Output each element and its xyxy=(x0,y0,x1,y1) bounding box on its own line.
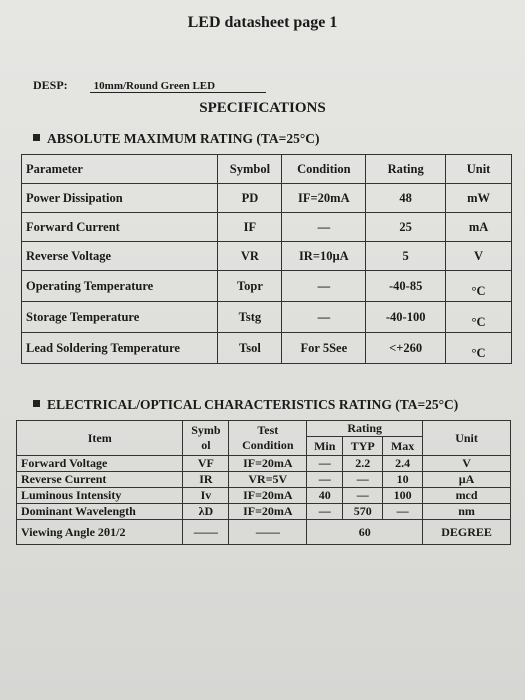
header-cell-typ: TYP xyxy=(343,437,383,456)
max-cell: 2.4 xyxy=(383,456,423,472)
table-row xyxy=(17,488,511,504)
typ-cell: 2.2 xyxy=(343,456,383,472)
min-cell: — xyxy=(307,456,343,472)
header-cell: Condition xyxy=(282,155,366,184)
symbol-cell: Iv xyxy=(183,488,229,504)
symbol-cell: —— xyxy=(183,520,229,545)
parameter-cell: Lead Soldering Temperature xyxy=(22,333,218,364)
symbol-cell: IR xyxy=(183,472,229,488)
typ-cell: — xyxy=(343,488,383,504)
condition-cell: IF=20mA xyxy=(229,456,307,472)
rating-cell: 5 xyxy=(366,242,446,271)
unit-cell: °C xyxy=(446,302,512,333)
item-cell: Viewing Angle 2θ1/2 xyxy=(17,520,183,545)
condition-cell: IF=20mA xyxy=(229,488,307,504)
max-cell: — xyxy=(383,504,423,520)
condition-cell: — xyxy=(282,213,366,242)
desp-label: DESP: xyxy=(33,78,68,92)
min-cell: — xyxy=(307,472,343,488)
table-row xyxy=(22,213,512,242)
electrical-optical-table xyxy=(16,420,511,545)
rating-cell: -40-85 xyxy=(366,271,446,302)
condition-cell: For 5See xyxy=(282,333,366,364)
unit-cell: mA xyxy=(446,213,512,242)
symbol-cell: Topr xyxy=(218,271,282,302)
header-cell-item: Item xyxy=(17,421,183,456)
unit-cell: mW xyxy=(446,184,512,213)
item-cell: Reverse Current xyxy=(17,472,183,488)
header-cell-test-condition: Test Condition xyxy=(229,421,307,456)
table-row xyxy=(22,242,512,271)
item-cell: Luminous Intensity xyxy=(17,488,183,504)
symbol-cell: Tstg xyxy=(218,302,282,333)
symbol-cell: PD xyxy=(218,184,282,213)
description-line xyxy=(33,78,266,93)
table-row xyxy=(22,184,512,213)
typ-cell: — xyxy=(343,472,383,488)
table-row xyxy=(22,271,512,302)
header-cell: Symbol xyxy=(218,155,282,184)
symbol-cell: Tsol xyxy=(218,333,282,364)
unit-cell: DEGREE xyxy=(423,520,511,545)
absolute-max-table xyxy=(21,154,512,364)
table-row xyxy=(17,456,511,472)
rating-cell: -40-100 xyxy=(366,302,446,333)
parameter-cell: Forward Current xyxy=(22,213,218,242)
condition-cell: — xyxy=(282,271,366,302)
rating-cell: 25 xyxy=(366,213,446,242)
header-cell-max: Max xyxy=(383,437,423,456)
unit-cell: °C xyxy=(446,333,512,364)
table-row xyxy=(22,302,512,333)
parameter-cell: Storage Temperature xyxy=(22,302,218,333)
absolute-max-section-heading xyxy=(33,131,319,147)
unit-cell: V xyxy=(423,456,511,472)
table-header-row xyxy=(17,421,511,437)
page-title: LED datasheet page 1 xyxy=(187,14,338,31)
header-cell: Unit xyxy=(446,155,512,184)
item-cell: Forward Voltage xyxy=(17,456,183,472)
condition-cell: IF=20mA xyxy=(229,504,307,520)
bullet-square-icon xyxy=(33,400,40,407)
max-cell: 100 xyxy=(383,488,423,504)
parameter-cell: Reverse Voltage xyxy=(22,242,218,271)
unit-cell: °C xyxy=(446,271,512,302)
rating-cell: 48 xyxy=(366,184,446,213)
max-cell: 10 xyxy=(383,472,423,488)
min-cell: 40 xyxy=(307,488,343,504)
unit-cell: V xyxy=(446,242,512,271)
electrical-heading-text: ELECTRICAL/OPTICAL CHARACTERISTICS RATING (TA=25°C) xyxy=(47,397,459,412)
unit-cell: nm xyxy=(423,504,511,520)
condition-cell: IF=20mA xyxy=(282,184,366,213)
typ-cell: 60 xyxy=(307,520,423,545)
min-cell: — xyxy=(307,504,343,520)
symbol-cell: VF xyxy=(183,456,229,472)
unit-cell: mcd xyxy=(423,488,511,504)
electrical-section-heading xyxy=(33,397,458,413)
header-cell-rating: Rating xyxy=(307,421,423,437)
absolute-max-heading-text: ABSOLUTE MAXIMUM RATING (TA=25°C) xyxy=(47,131,320,146)
condition-cell: — xyxy=(282,302,366,333)
table-row xyxy=(17,520,511,545)
header-cell: Parameter xyxy=(22,155,218,184)
header-cell-unit: Unit xyxy=(423,421,511,456)
table-row xyxy=(17,504,511,520)
table-row xyxy=(17,472,511,488)
item-cell: Dominant Wavelength xyxy=(17,504,183,520)
table-row xyxy=(22,333,512,364)
condition-cell: IR=10µA xyxy=(282,242,366,271)
header-cell-min: Min xyxy=(307,437,343,456)
typ-cell: 570 xyxy=(343,504,383,520)
parameter-cell: Power Dissipation xyxy=(22,184,218,213)
table-header-row xyxy=(22,155,512,184)
condition-cell: —— xyxy=(229,520,307,545)
header-cell: Rating xyxy=(366,155,446,184)
rating-cell: <+260 xyxy=(366,333,446,364)
unit-cell: µA xyxy=(423,472,511,488)
symbol-cell: IF xyxy=(218,213,282,242)
parameter-cell: Operating Temperature xyxy=(22,271,218,302)
symbol-cell: λD xyxy=(183,504,229,520)
condition-cell: VR=5V xyxy=(229,472,307,488)
header-cell-symbol: Symb ol xyxy=(183,421,229,456)
desp-value: 10mm/Round Green LED xyxy=(90,80,266,93)
specifications-heading: SPECIFICATIONS xyxy=(199,100,326,116)
symbol-cell: VR xyxy=(218,242,282,271)
bullet-square-icon xyxy=(33,134,40,141)
